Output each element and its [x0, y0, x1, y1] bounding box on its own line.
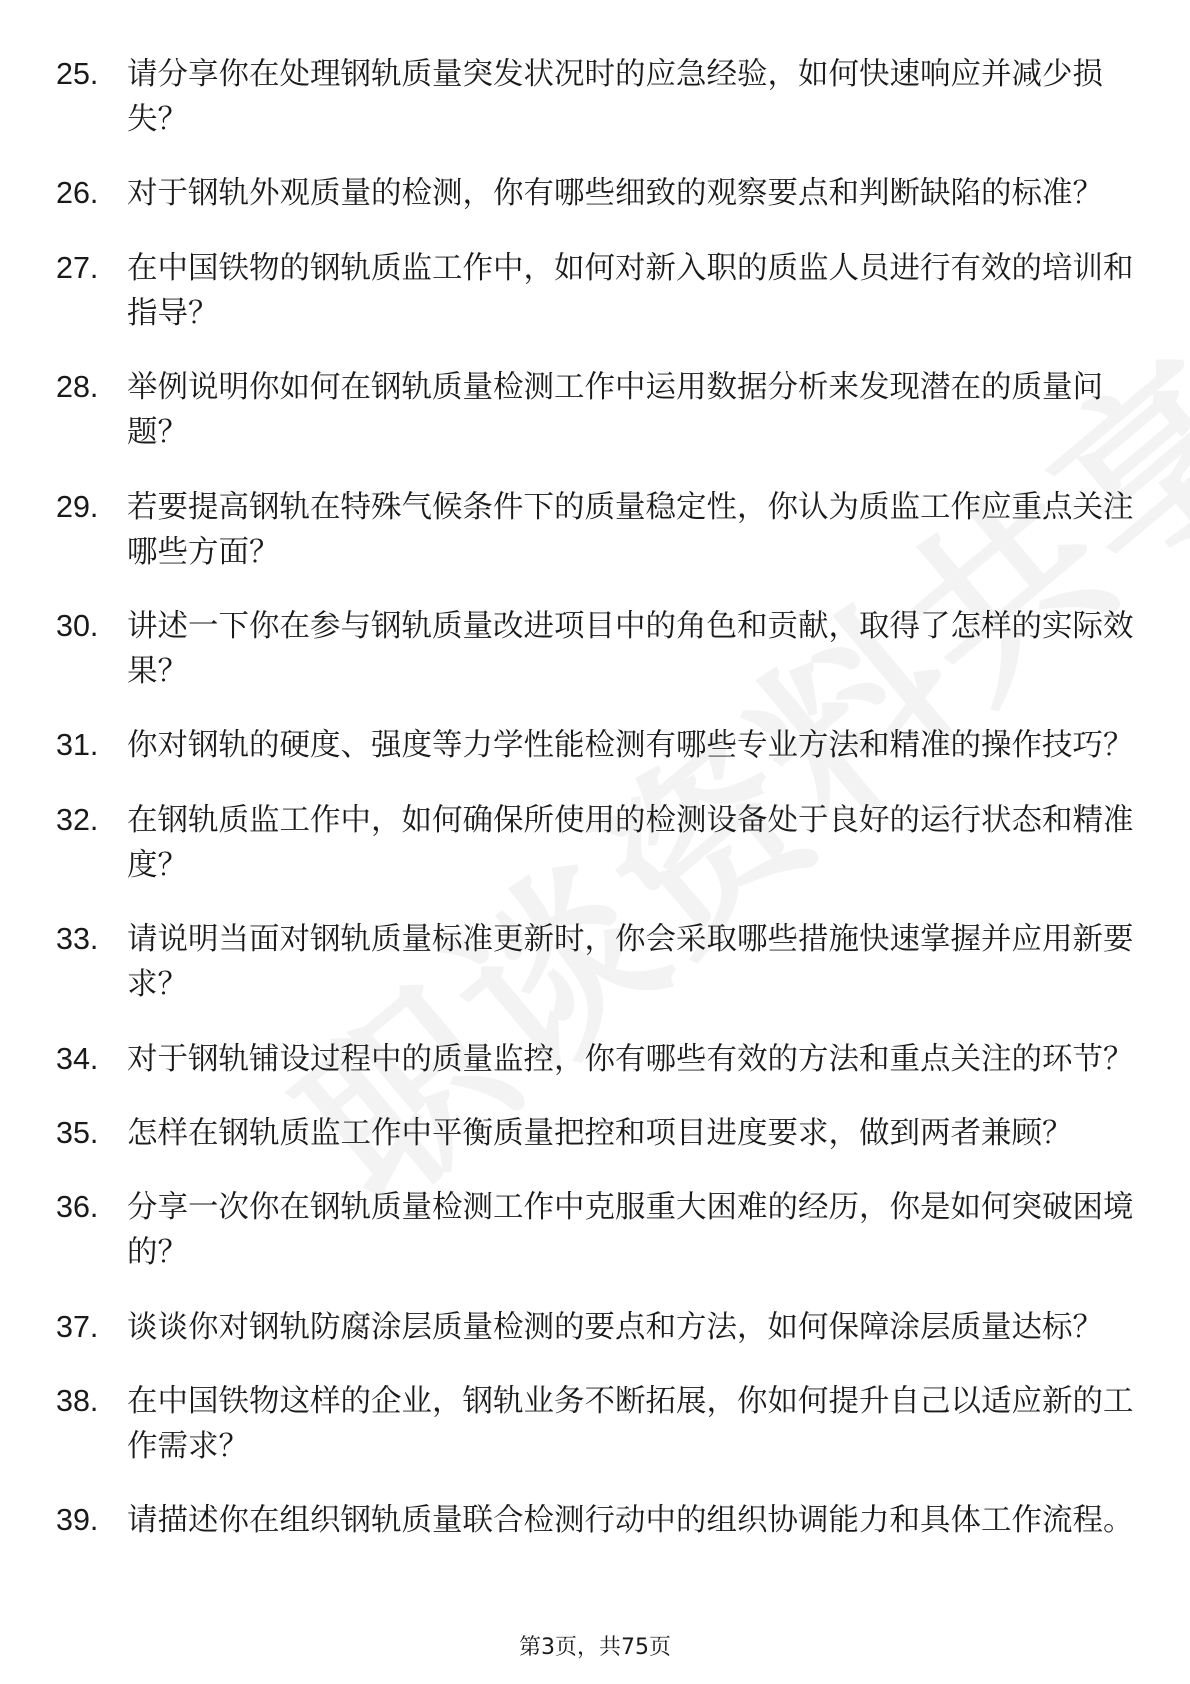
question-text: 若要提高钢轨在特殊气候条件下的质量稳定性，你认为质监工作应重点关注哪些方面？ [127, 489, 1134, 570]
question-text: 在中国铁物这样的企业，钢轨业务不断拓展，你如何提升自己以适应新的工作需求？ [127, 1384, 1134, 1465]
list-item [56, 1185, 1136, 1275]
question-text: 请分享你在处理钢轨质量突发状况时的应急经验，如何快速响应并减少损失？ [127, 57, 1103, 137]
question-number: 35. [56, 1115, 99, 1150]
question-text: 对于钢轨外观质量的检测，你有哪些细致的观察要点和判断缺陷的标准？ [127, 176, 1103, 212]
page-number: 第3页，共75页 [519, 1635, 671, 1660]
question-number: 29. [56, 489, 99, 524]
list-item [56, 1379, 1136, 1469]
list-item [56, 1305, 1136, 1350]
list-item [56, 917, 1136, 1007]
question-text: 请说明当面对钢轨质量标准更新时，你会采取哪些措施快速掌握并应用新要求？ [127, 922, 1134, 1003]
question-number: 26. [56, 176, 99, 211]
question-text: 在钢轨质监工作中，如何确保所使用的检测设备处于良好的运行状态和精准度？ [127, 802, 1134, 883]
question-number: 39. [56, 1503, 99, 1538]
question-number: 32. [56, 802, 99, 837]
question-number: 27. [56, 250, 99, 285]
list-item [56, 1498, 1136, 1543]
question-text: 谈谈你对钢轨防腐涂层质量检测的要点和方法，如何保障涂层质量达标？ [127, 1309, 1103, 1345]
question-text: 在中国铁物的钢轨质监工作中，如何对新入职的质监人员进行有效的培训和指导？ [127, 250, 1134, 331]
question-number: 31. [56, 728, 99, 763]
list-item [56, 798, 1136, 888]
question-text: 讲述一下你在参与钢轨质量改进项目中的角色和贡献，取得了怎样的实际效果？ [127, 608, 1134, 689]
list-item [56, 52, 1136, 142]
question-number: 30. [56, 608, 99, 643]
question-number: 33. [56, 922, 99, 957]
page-footer [0, 1633, 1190, 1663]
question-number: 28. [56, 370, 99, 405]
list-item [56, 246, 1136, 336]
list-item [56, 365, 1136, 455]
list-item [56, 604, 1136, 694]
list-item [56, 1111, 1136, 1156]
list-item [56, 485, 1136, 575]
question-text: 请描述你在组织钢轨质量联合检测行动中的组织协调能力和具体工作流程。 [127, 1503, 1134, 1539]
list-item [56, 171, 1136, 216]
list-item [56, 723, 1136, 768]
question-number: 25. [56, 57, 99, 91]
question-text: 对于钢轨铺设过程中的质量监控，你有哪些有效的方法和重点关注的环节？ [127, 1041, 1134, 1077]
question-text: 怎样在钢轨质监工作中平衡质量把控和项目进度要求，做到两者兼顾？ [127, 1115, 1073, 1151]
question-number: 38. [56, 1384, 99, 1419]
question-number: 37. [56, 1309, 99, 1344]
question-text: 你对钢轨的硬度、强度等力学性能检测有哪些专业方法和精准的操作技巧？ [127, 728, 1134, 764]
question-text: 举例说明你如何在钢轨质量检测工作中运用数据分析来发现潜在的质量问题？ [127, 370, 1103, 451]
question-text: 分享一次你在钢轨质量检测工作中克服重大困难的经历，你是如何突破困境的？ [127, 1190, 1134, 1271]
list-item [56, 1037, 1136, 1082]
question-number: 36. [56, 1190, 99, 1225]
question-number: 34. [56, 1041, 99, 1076]
question-list [56, 52, 1136, 1573]
